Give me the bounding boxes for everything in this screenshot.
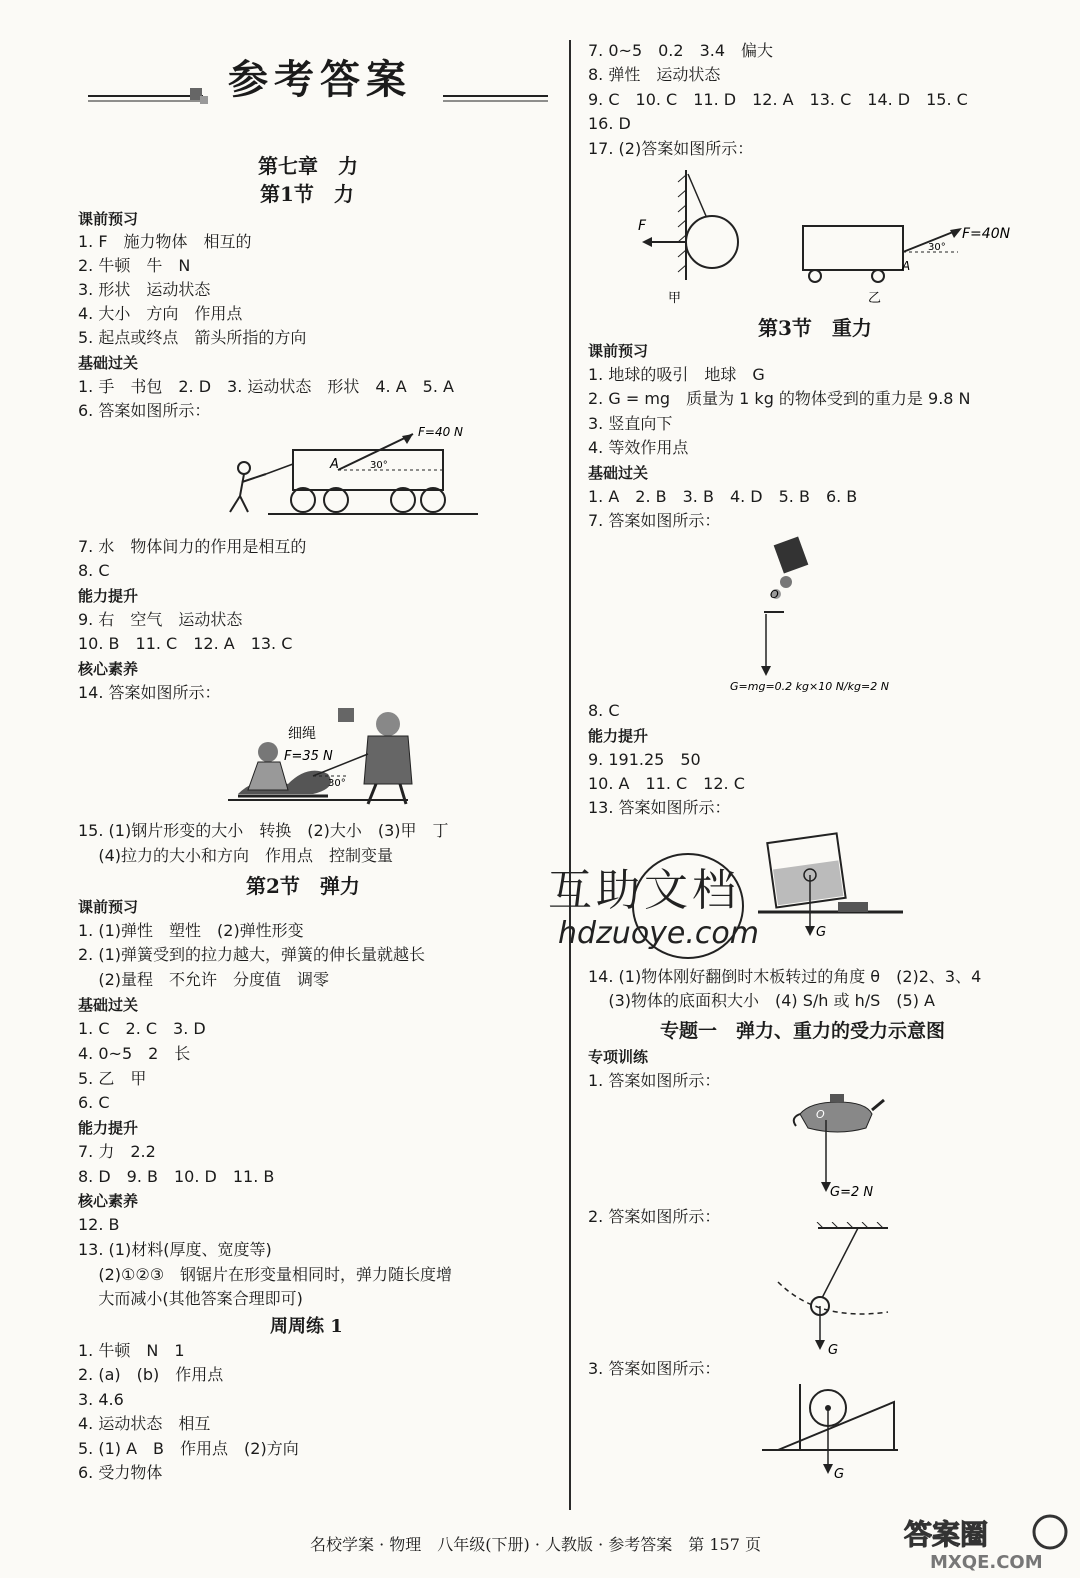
fig7-g-label: G [828,1343,839,1358]
answer-line: 1. 地球的吸引 地球 G [588,365,765,384]
figure-ball-and-cart [628,160,1048,310]
answer-line: 5. (1) A B 作用点 (2)方向 [78,1439,299,1458]
answer-line: 3. 4.6 [78,1390,124,1409]
subsection-heading: 专项训练 [588,1048,649,1066]
fig4-o-label: O [770,588,779,601]
figure-sled-pull [218,704,518,812]
fig1-point-label: A [330,457,339,472]
answer-line: 1. 答案如图所示： [588,1071,721,1090]
fig6-o-label: O [816,1108,825,1121]
fig1-force-label: F=40 N [418,425,464,439]
answer-line: 10. B 11. C 12. A 13. C [78,634,293,653]
section-title: 第2节 弹力 [246,874,360,898]
fig3-force-label: F=40N [962,226,1011,242]
answer-line: 8. C [588,701,620,720]
section-title: 第1节 力 [260,182,354,206]
stamp-chinese-text: 互助文档 [548,865,740,916]
watermark-en: MXQE.COM [930,1552,1043,1572]
page-title: 参考答案 [228,56,412,103]
answer-line: 7. 水 物体间力的作用是相互的 [78,537,307,556]
figure-cart-pull [218,422,518,526]
answer-line: 1. 手 书包 2. D 3. 运动状态 形状 4. A 5. A [78,377,454,396]
answer-line: 2. (a) (b) 作用点 [78,1365,224,1384]
chapter-title: 第七章 力 [258,154,358,178]
fig3-yi-label: 乙 [868,291,882,306]
answer-line: 5. 乙 甲 [78,1069,147,1088]
answer-line: 15. (1)钢片形变的大小 转换 (2)大小 (3)甲 丁 [78,821,449,840]
fig4-equation: G=mg=0.2 kg×10 N/kg=2 N [730,680,889,693]
answer-line: 13. 答案如图所示： [588,798,731,817]
answer-line: 7. 力 2.2 [78,1142,156,1161]
answer-line: 2. G = mg 质量为 1 kg 的物体受到的重力是 9.8 N [588,389,971,408]
answer-line: (2)量程 不允许 分度值 调零 [78,970,330,989]
subsection-heading: 能力提升 [588,727,649,745]
answer-line: 7. 答案如图所示： [588,511,721,530]
answer-line: 8. 弹性 运动状态 [588,65,721,84]
subsection-heading: 课前预习 [588,342,649,360]
subsection-heading: 核心素养 [78,660,139,678]
answer-line: 3. 答案如图所示： [588,1359,721,1378]
answer-line: 6. 答案如图所示： [78,401,211,420]
fig2-rope-label: 细绳 [288,726,316,742]
answer-line: 1. (1)弹性 塑性 (2)弹性形变 [78,921,304,940]
figure-ball-slope [758,1378,908,1482]
answer-line: 1. 牛顿 N 1 [78,1341,185,1360]
answer-line: 2. (1)弹簧受到的拉力越大，弹簧的伸长量就越长 [78,945,426,964]
answer-line: 大而减小(其他答案合理即可) [78,1289,303,1308]
answer-line: 14. 答案如图所示： [78,683,221,702]
handwritten-stamp [548,848,788,968]
page-footer: 名校学案 · 物理 八年级(下册) · 人教版 · 参考答案 第 157 页 [310,1535,761,1554]
answer-line: 10. A 11. C 12. C [588,774,745,793]
answer-line: 2. 答案如图所示： [588,1207,721,1226]
section-title: 第3节 重力 [758,316,872,340]
subsection-heading: 能力提升 [78,587,139,605]
watermark-cn: 答案圈 [904,1518,989,1551]
fig1-angle-label: 30° [370,460,388,471]
fig3-f-label: F [638,218,647,234]
fig5-g-label: G [816,925,827,940]
figure-pendulum [768,1222,908,1362]
answer-line: 5. 起点或终点 箭头所指的方向 [78,328,307,347]
subsection-heading: 基础过关 [588,464,649,482]
answer-line: 12. B [78,1215,120,1234]
subsection-heading: 课前预习 [78,898,139,916]
answer-line: 7. 0~5 0.2 3.4 偏大 [588,41,774,60]
answer-line: 2. 牛顿 牛 N [78,256,191,275]
corner-watermark [900,1510,1070,1572]
answer-line: 4. 0~5 2 长 [78,1044,191,1063]
answer-line: 9. C 10. C 11. D 12. A 13. C 14. D 15. C [588,90,968,109]
answer-line: 3. 形状 运动状态 [78,280,211,299]
fig2-force-label: F=35 N [284,749,333,764]
subsection-heading: 能力提升 [78,1119,139,1137]
answer-line: 9. 右 空气 运动状态 [78,610,243,629]
subsection-heading: 基础过关 [78,354,139,372]
answer-line: 13. (1)材料(厚度、宽度等) [78,1240,272,1259]
answer-line: 16. D [588,114,631,133]
column-divider [569,40,571,1510]
answer-line: 8. D 9. B 10. D 11. B [78,1167,275,1186]
answer-line: 14. (1)物体刚好翻倒时木板转过的角度 θ (2)2、3、4 [588,967,982,986]
answer-line: 6. C [78,1093,110,1112]
fig3-angle-label: 30° [928,242,946,253]
fig8-g-label: G [834,1467,845,1482]
answer-line: 9. 191.25 50 [588,750,701,769]
watermark-logo [900,1510,1070,1572]
fig2-angle-label: 30° [328,778,346,789]
title-banner [88,44,548,114]
subsection-heading: 核心素养 [78,1192,139,1210]
fig3-a-label: A [902,259,911,273]
answer-line: 17. (2)答案如图所示： [588,139,754,158]
answer-line: 4. 等效作用点 [588,438,689,457]
answer-line: (2)①②③ 钢锯片在形变量相同时，弹力随长度增 [78,1265,453,1284]
answer-line: 3. 竖直向下 [588,414,673,433]
figure-gravity-object [718,530,958,695]
figure-teapot [788,1088,888,1204]
answer-line: 4. 运动状态 相互 [78,1414,211,1433]
stamp-url-text: hdzuoye.com [558,916,759,951]
topic-title: 专题一 弹力、重力的受力示意图 [660,1020,946,1042]
answer-line: 4. 大小 方向 作用点 [78,304,243,323]
fig6-g-label: G=2 N [830,1185,874,1200]
answer-line: 1. C 2. C 3. D [78,1019,206,1038]
answer-line: 8. C [78,561,110,580]
answer-line: (4)拉力的大小和方向 作用点 控制变量 [78,846,394,865]
answer-line: (3)物体的底面积大小 (4) S/h 或 h/S (5) A [588,991,936,1010]
answer-line: 1. A 2. B 3. B 4. D 5. B 6. B [588,487,858,506]
subsection-heading: 课前预习 [78,210,139,228]
answer-line: 6. 受力物体 [78,1463,163,1482]
fig3-jia-label: 甲 [668,291,682,306]
subsection-heading: 基础过关 [78,996,139,1014]
section-title: 周周练 1 [270,1316,343,1337]
answer-line: 1. F 施力物体 相互的 [78,232,252,251]
